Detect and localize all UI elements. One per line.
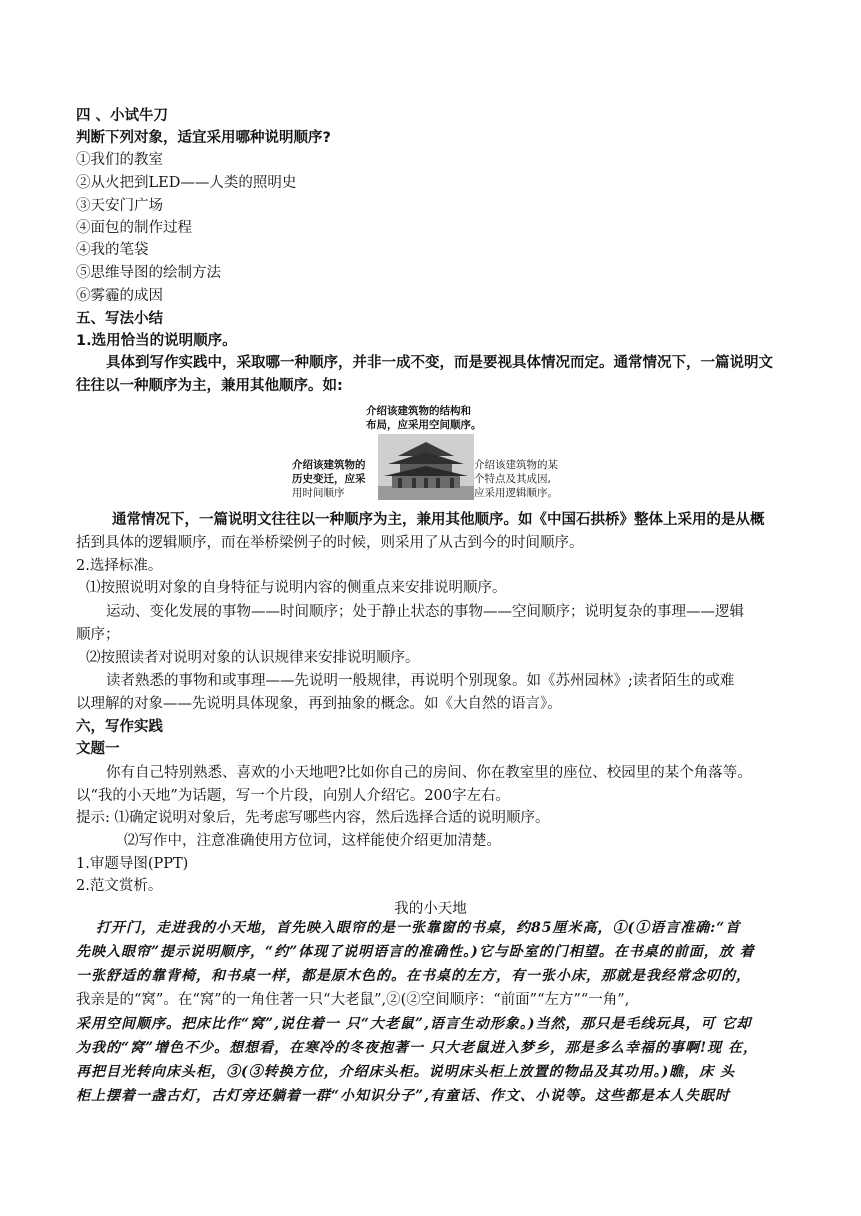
list-item: ④面包的制作过程 [76,220,192,236]
list-item: ③天安门广场 [76,198,163,214]
essay-line: 再把目光转向床头柜，③(③转换方位，介绍床头柜。说明床头柜上放置的物品及其功用。)瞧，床 头 [76,1064,736,1080]
paragraph-line: 运动、变化发展的事物——时间顺序；处于静止状态的事物——空间顺序；说明复杂的事理——逻辑 [106,604,744,620]
figure-caption-right-1: 介绍该建筑物的某 [474,459,558,471]
figure-caption-left-2: 历史变迁，应采 [292,473,366,485]
section-5-title: 五、写法小结 [76,311,163,327]
paragraph-line: 读者熟悉的事物和或事理——先说明一般规律，再说明个别现象。如《苏州园林》;读者陌生的或难 [106,673,735,689]
paragraph-line: 你有自己特别熟悉、喜欢的小天地吧?比如你自己的房间、你在教室里的座位、校园里的某个角落等。 [106,765,752,781]
paragraph-line: 以理解的对象——先说明具体现象，再到抽象的概念。如《大自然的语言》。 [76,696,562,712]
essay-line: 一张舒适的靠背椅，和书桌一样，都是原木色的。在书桌的左方，有一张小床，那就是我经常念叨的， [76,968,751,984]
essay-line: 先映入眼帘”提示说明顺序，“约”体现了说明语言的准确性。)它与卧室的门相望。在书桌的前面，放 着 [76,944,755,960]
list-item: ②从火把到LED——人类的照明史 [76,175,297,191]
hint-line: 提示: ⑴确定说明对象后，先考虑写哪些内容，然后选择合适的说明顺序。 [76,810,550,826]
essay-line: 为我的“窝”增色不少。想想看，在寒冷的冬夜抱著一 只大老鼠进入梦乡，那是多么幸福的事啊!现 在， [76,1040,758,1056]
list-item: ⑤思维导图的绘制方法 [76,265,221,281]
section-4-question: 判断下列对象，适宜采用哪种说明顺序? [76,130,331,146]
list-item: ⑥雾霾的成因 [76,288,163,304]
pavilion-photo [378,434,474,500]
figure-caption-top-1: 介绍该建筑物的结构和 [366,405,471,417]
step-line: 1.审题导图(PPT) [76,856,189,872]
figure-caption-left-1: 介绍该建筑物的 [292,459,366,471]
section-6-title: 六，写作实践 [76,719,163,735]
section-5-subtitle-2: 2.选择标准。 [76,558,163,574]
section-6-subtitle: 文题一 [76,741,120,757]
essay-line: 我亲是的“窝”。在“窝”的一角住著一只“大老鼠”,②(②空间顺序：“前面”“左方”“一角”, [76,992,630,1008]
paragraph-line: 括到具体的逻辑顺序，而在举桥梁例子的时候，则采用了从古到今的时间顺序。 [76,535,584,551]
essay-line: 打开门，走进我的小天地，首先映入眼帘的是一张靠窗的书桌，约85厘米高，①(①语言准确:“首 [96,920,741,936]
paragraph-line: ⑴按照说明对象的自身特征与说明内容的侧重点来安排说明顺序。 [86,580,507,596]
paragraph-line: 通常情况下，一篇说明文往往以一种顺序为主，兼用其他顺序。如《中国石拱桥》整体上采用的是从概 [112,512,765,528]
paragraph-line: 具体到写作实践中，采取哪一种顺序，并非一成不变，而是要视具体情况而定。通常情况下，一篇说明文 [106,355,773,371]
figure-caption-right-2: 个特点及其成因, [474,473,551,485]
section-5-subtitle-1: 1.选用恰当的说明顺序。 [76,333,237,349]
essay-line: 柜上摆着一盏古灯，古灯旁还躺着一群“小知识分子”,有童话、作文、小说等。这些都是本人失眠时 [76,1088,730,1104]
hint-line: ⑵写作中，注意准确使用方位词，这样能使介绍更加清楚。 [124,833,501,849]
paragraph-line: 以“我的小天地”为话题，写一个片段，向别人介绍它。200字左右。 [76,788,510,804]
paragraph-line: ⑵按照读者对说明对象的认识规律来安排说明顺序。 [86,650,420,666]
essay-title: 我的小天地 [394,901,467,917]
list-item: ①我们的教室 [76,152,163,168]
step-line: 2.范文赏析。 [76,878,163,894]
figure-caption-right-3: 应采用逻辑顺序。 [474,487,558,499]
building-figure [290,402,570,502]
section-4-title: 四 、小试牛刀 [76,108,169,124]
paragraph-line: 顺序； [76,627,120,643]
list-item: ④我的笔袋 [76,242,149,258]
paragraph-line: 往往以一种顺序为主，兼用其他顺序。如: [76,378,343,394]
essay-line: 采用空间顺序。把床比作“窝”,说住着一 只“大老鼠”,语言生动形象。)当然，那只是毛线玩具，可 它却 [76,1016,752,1032]
figure-caption-left-3: 用时间顺序 [292,487,345,499]
figure-caption-top-2: 布局，应采用空间顺序。 [366,419,482,431]
